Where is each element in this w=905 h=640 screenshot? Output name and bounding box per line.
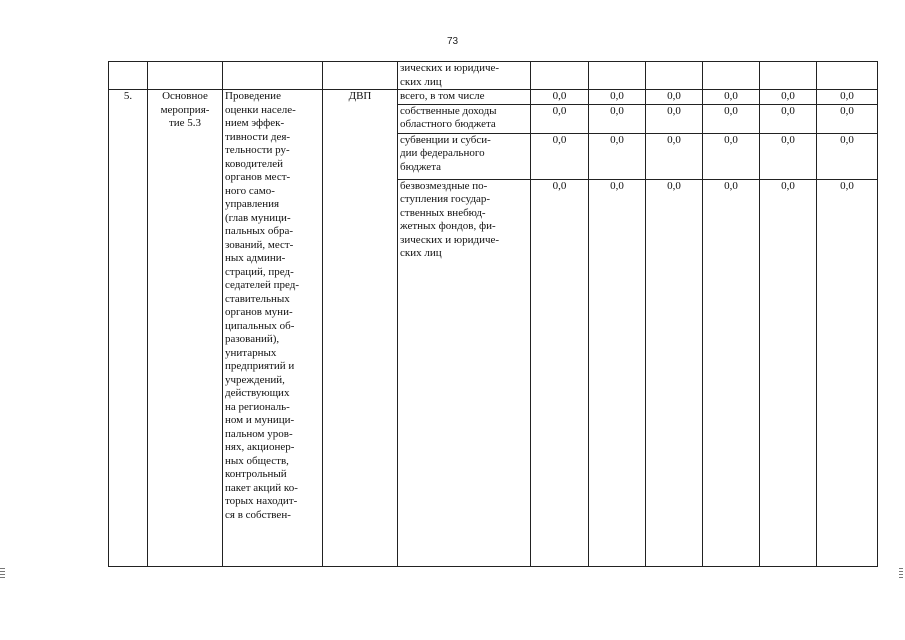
scan-edge-marks — [0, 568, 6, 580]
value-cell: 0,0 — [817, 104, 878, 133]
description-line: органов муни- — [225, 306, 293, 318]
description-line: на региональ- — [225, 400, 290, 413]
description-line: тельности ру- — [225, 144, 290, 156]
description-line: разований), — [225, 333, 280, 345]
cont-event-cell — [148, 62, 223, 90]
funding-source — [398, 133, 531, 179]
description-line: оценки населе- — [225, 103, 296, 116]
funding-source-line: собственные доходы — [400, 104, 497, 117]
value-cell: 0,0 — [817, 90, 878, 105]
event-line: тие 5.3 — [168, 117, 202, 129]
value-cell: 0,0 — [703, 90, 760, 105]
funding-source — [398, 90, 531, 105]
description-line: действующих — [225, 387, 290, 399]
value-cell: 0,0 — [589, 133, 646, 179]
row-number: 5. — [109, 90, 148, 567]
funding-source-line: дии федерального — [400, 147, 485, 159]
value-cell: 0,0 — [760, 179, 817, 567]
description-line: торых находит- — [225, 495, 298, 507]
funding-source-line: безвозмездные по- — [400, 179, 488, 192]
description-line: органов мест- — [225, 171, 291, 183]
description-line: зований, мест- — [225, 238, 294, 251]
description-line: ного само- — [225, 184, 275, 197]
event-line: Основное — [162, 90, 208, 102]
funding-source-line: субвенции и субси- — [400, 133, 491, 146]
value-cell: 0,0 — [531, 133, 589, 179]
value-cell: 0,0 — [646, 104, 703, 133]
description-line: Проведение — [225, 90, 281, 102]
cont-value-cell — [646, 62, 703, 90]
value-cell: 0,0 — [817, 133, 878, 179]
description-line: унитарных — [225, 346, 277, 359]
value-cell: 0,0 — [589, 90, 646, 105]
funding-row-total — [109, 90, 878, 105]
cont-value-cell — [589, 62, 646, 90]
cont-source-line: ских лиц — [400, 75, 442, 88]
value-cell: 0,0 — [760, 133, 817, 179]
description-line: пакет акций ко- — [225, 481, 298, 494]
cont-source-line: зических и юридиче- — [400, 62, 500, 74]
value-cell: 0,0 — [703, 133, 760, 179]
cont-value-cell — [531, 62, 589, 90]
funding-source — [398, 104, 531, 133]
value-cell: 0,0 — [589, 104, 646, 133]
description-line: пальных обра- — [225, 225, 294, 237]
page-number: 73 — [446, 36, 459, 47]
budget-table — [108, 61, 878, 567]
cont-executor-cell — [323, 62, 398, 90]
value-cell: 0,0 — [531, 104, 589, 133]
value-cell: 0,0 — [531, 179, 589, 567]
description-line: страций, пред- — [225, 265, 294, 278]
funding-source-line: ственных внебюд- — [400, 206, 486, 219]
scan-edge-marks-right — [899, 568, 904, 580]
cont-value-cell — [817, 62, 878, 90]
continuation-row — [109, 62, 878, 90]
funding-source-line: областного бюджета — [400, 118, 496, 130]
description-line: управления — [225, 198, 280, 210]
funding-source-line: ских лиц — [400, 247, 442, 259]
funding-source-line: ступления государ- — [400, 193, 491, 205]
value-cell: 0,0 — [760, 104, 817, 133]
description-line: ном и муници- — [225, 414, 295, 426]
description-line: ципальных об- — [225, 319, 295, 332]
event-line: мероприя- — [160, 103, 210, 116]
description-line: ся в собствен- — [225, 508, 291, 521]
funding-source-line: зических и юридиче- — [400, 233, 500, 246]
cont-description-cell — [223, 62, 323, 90]
value-cell: 0,0 — [817, 179, 878, 567]
value-cell: 0,0 — [760, 90, 817, 105]
executor-cell: ДВП — [323, 90, 398, 567]
description-line: учреждений, — [225, 373, 285, 386]
value-cell: 0,0 — [646, 133, 703, 179]
value-cell: 0,0 — [531, 90, 589, 105]
description-line: нях, акционер- — [225, 441, 295, 453]
description-line: седателей пред- — [225, 279, 300, 291]
cont-value-cell — [760, 62, 817, 90]
description-line: ных админи- — [225, 252, 286, 264]
description-line: ководителей — [225, 157, 284, 170]
description-cell — [223, 90, 323, 567]
funding-source-line: бюджета — [400, 160, 442, 173]
value-cell: 0,0 — [646, 90, 703, 105]
description-line: контрольный — [225, 468, 287, 480]
cont-value-cell — [703, 62, 760, 90]
value-cell: 0,0 — [589, 179, 646, 567]
description-line: ставительных — [225, 292, 290, 305]
description-line: ных обществ, — [225, 454, 289, 467]
funding-source-line: всего, в том числе — [400, 90, 485, 102]
description-line: предприятий и — [225, 360, 295, 372]
cont-number-cell — [109, 62, 148, 90]
cont-source-cell — [398, 62, 531, 90]
value-cell: 0,0 — [646, 179, 703, 567]
funding-source — [398, 179, 531, 567]
description-line: (глав муници- — [225, 211, 291, 224]
description-line: тивности дея- — [225, 130, 291, 143]
value-cell: 0,0 — [703, 179, 760, 567]
value-cell: 0,0 — [703, 104, 760, 133]
description-line: пальном уров- — [225, 427, 293, 440]
funding-source-line: жетных фондов, фи- — [400, 220, 496, 232]
description-line: нием эффек- — [225, 117, 285, 129]
event-cell — [148, 90, 223, 567]
